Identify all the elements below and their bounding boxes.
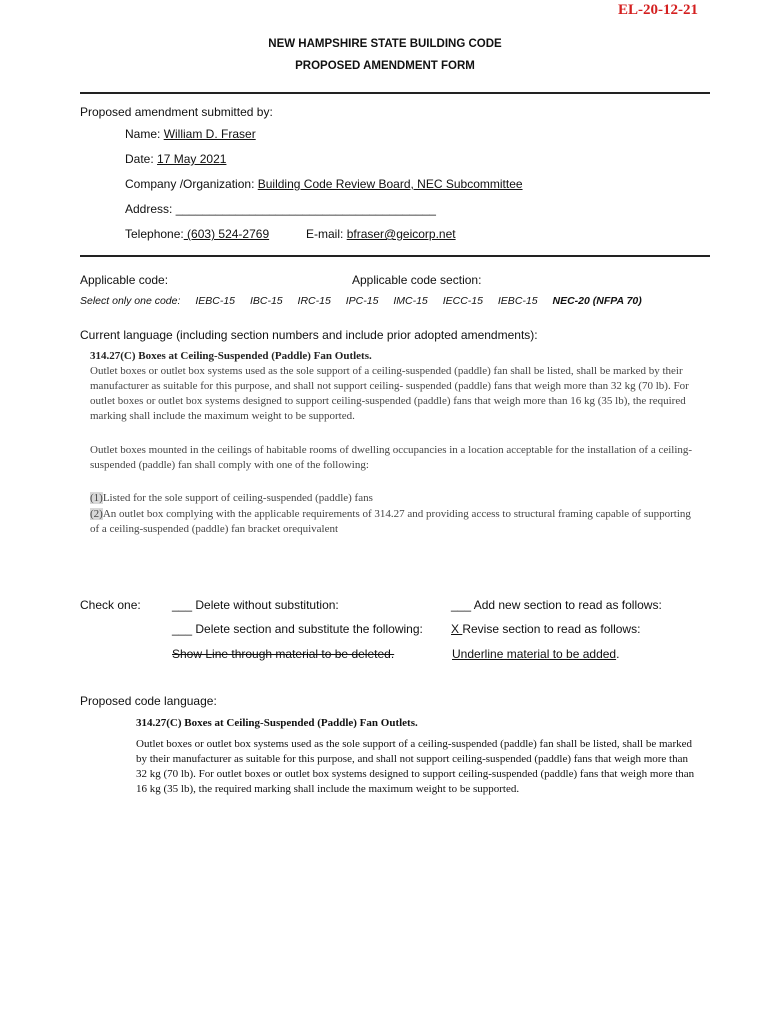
email-value: bfraser@geicorp.net [346, 227, 456, 241]
date-value: 17 May 2021 [157, 152, 227, 166]
current-paragraph-1: Outlet boxes or outlet box systems used as the sole support of a ceiling-suspended (paddle) fan shall be listed, shall be marked by their manufacturer as suitable for this purpose, and shall not support ceiling- suspended (paddle) fans that weigh more than 32 kg (70 lb). For outlet boxes or outlet box systems designed to support ceiling-suspended (paddle) fans that weigh more than 16 kg (35 lb), the required marking shall include the maximum weight to be supported. [90, 365, 689, 422]
name-value: William D. Fraser [163, 127, 256, 141]
address-row [125, 202, 436, 216]
code-option[interactable]: IPC-15 [345, 295, 379, 307]
option-delete-without-substitution[interactable]: ___ Delete without substitution: [172, 598, 339, 612]
email-row [306, 227, 456, 241]
code-option[interactable]: IECC-15 [442, 295, 483, 307]
address-label: Address: [125, 202, 173, 216]
applicable-code-label: Applicable code: [80, 273, 169, 287]
list-text-2: An outlet box complying with the applicable requirements of 314.27 and providing access to structural framing capable of supporting of a ceiling-suspended (paddle) fan bracket orequivalent [90, 508, 691, 535]
name-label: Name: [125, 127, 161, 141]
telephone-value: (603) 524-2769 [183, 227, 270, 241]
code-option[interactable]: IMC-15 [393, 295, 428, 307]
telephone-row [125, 227, 269, 241]
underline-instruction [452, 647, 619, 661]
underline-instruction-text: Underline material to be added [452, 647, 617, 661]
revise-label: Revise section to read as follows: [462, 622, 641, 636]
code-option[interactable]: IRC-15 [297, 295, 331, 307]
name-row [125, 127, 256, 141]
option-revise-section[interactable] [451, 622, 640, 636]
proposed-paragraph: Outlet boxes or outlet box systems used as the sole support of a ceiling-suspended (paddle) fan shall be listed, shall be marked by their manufacturer as suitable for this purpose, and shall not support ceiling-suspended (paddle) fans that weigh more than 32 kg (70 lb). For outlet boxes or outlet box systems designed to support ceiling-suspended (paddle) fans that weigh more than 16 kg (35 lb), the required marking shall include the maximum weight to be supported. [136, 738, 695, 795]
organization-label: Company /Organization: [125, 177, 255, 191]
organization-value: Building Code Review Board, NEC Subcommittee [257, 177, 523, 191]
list-text-1: Listed for the sole support of ceiling-suspended (paddle) fans [102, 492, 373, 504]
code-selection-row [80, 295, 654, 307]
option-add-new-section[interactable]: ___ Add new section to read as follows: [451, 598, 662, 612]
underline-instruction-period: . [616, 647, 620, 661]
date-label: Date: [125, 152, 154, 166]
current-paragraph-2: Outlet boxes mounted in the ceilings of habitable rooms of dwelling occupancies in a location acceptable for the installation of a ceiling-suspended (paddle) fan shall comply with one of the following: [90, 444, 693, 471]
code-option[interactable]: IEBC-15 [497, 295, 538, 307]
option-delete-and-substitute[interactable]: ___ Delete section and substitute the following: [172, 622, 423, 636]
submitted-by-label: Proposed amendment submitted by: [80, 105, 273, 119]
telephone-label: Telephone: [125, 227, 184, 241]
form-title-line-2: PROPOSED AMENDMENT FORM [295, 60, 475, 72]
proposed-section-heading: 314.27(C) Boxes at Ceiling-Suspended (Paddle) Fan Outlets. [136, 717, 418, 729]
revise-check-mark: X [451, 622, 463, 636]
code-option-selected[interactable]: NEC-20 (NFPA 70) [552, 295, 642, 307]
date-row [125, 152, 226, 166]
current-language-label: Current language (including section numbers and include prior adopted amendments): [80, 328, 538, 342]
current-list-item-1 [90, 491, 695, 506]
strikethrough-instruction: Show Line through material to be deleted. [172, 647, 395, 661]
divider-middle [80, 255, 710, 257]
applicable-code-section-label: Applicable code section: [352, 273, 482, 287]
list-number-2: (2) [90, 508, 103, 520]
current-list-item-2 [90, 507, 695, 537]
code-option[interactable]: IBC-15 [249, 295, 283, 307]
address-value: _______________________________________ [175, 202, 436, 216]
code-option[interactable]: IEBC-15 [195, 295, 236, 307]
list-number-1: (1) [90, 492, 103, 504]
document-id: EL-20-12-21 [618, 2, 698, 18]
form-title-line-1: NEW HAMPSHIRE STATE BUILDING CODE [268, 38, 502, 50]
proposed-language-label: Proposed code language: [80, 694, 217, 708]
email-label: E-mail: [306, 227, 344, 241]
organization-row [125, 177, 523, 191]
divider-top [80, 92, 710, 94]
check-one-label: Check one: [80, 598, 141, 612]
current-section-heading: 314.27(C) Boxes at Ceiling-Suspended (Paddle) Fan Outlets. [90, 350, 372, 362]
select-code-label: Select only one code: [80, 295, 181, 307]
